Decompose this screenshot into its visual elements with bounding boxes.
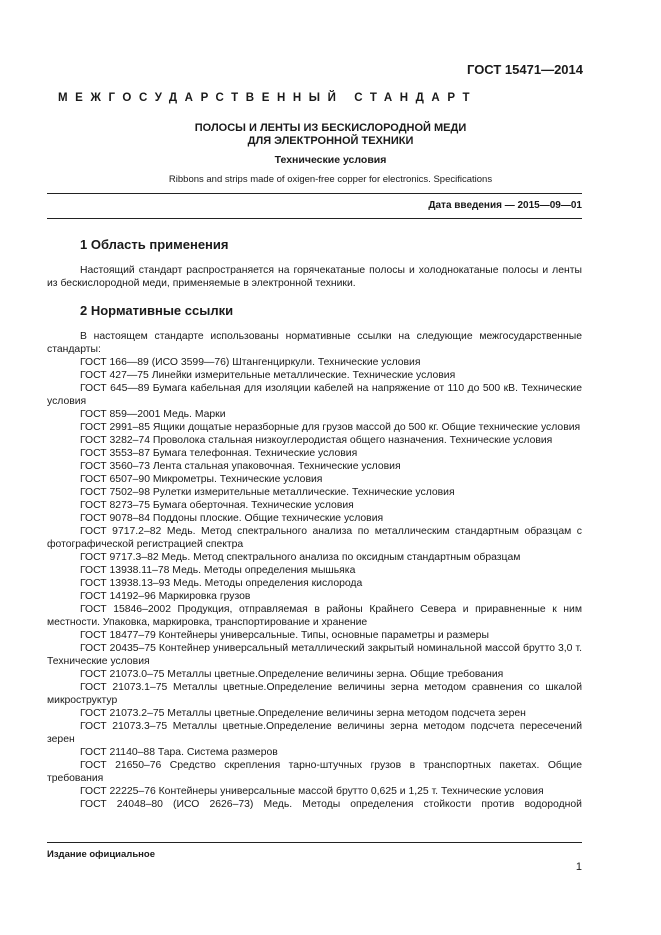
list-item: ГОСТ 7502–98 Рулетки измерительные металлические. Технические условия [80, 487, 455, 498]
list-item: ГОСТ 9078–84 Поддоны плоские. Общие технические условия [80, 513, 384, 524]
list-item: ГОСТ 14192–96 Маркировка грузов [80, 591, 251, 602]
list-item: ГОСТ 166—89 (ИСО 3599—76) Штангенциркули. Технические условия [80, 357, 421, 368]
list-item: В настоящем стандарте использованы нормативные ссылки на следующие межгосударственные стандарты: [47, 331, 582, 355]
section-1-heading: 1 Область применения [80, 237, 229, 252]
list-item: ГОСТ 13938.11–78 Медь. Методы определения мышьяка [80, 565, 356, 576]
list-item: ГОСТ 15846–2002 Продукция, отправляемая в районы Крайнего Севера и приравненные к ним местности. Упаковка, маркировка, транспортирование и хранение [47, 604, 582, 628]
list-item: ГОСТ 3282–74 Проволока стальная низкоуглеродистая общего назначения. Технические условия [80, 435, 553, 446]
title-line-1: ПОЛОСЫ И ЛЕНТЫ ИЗ БЕСКИСЛОРОДНОЙ МЕДИ [194, 122, 467, 134]
list-item: ГОСТ 9717.3–82 Медь. Метод спектрального анализа по оксидным стандартным образцам [80, 552, 521, 563]
title-line-2: ДЛЯ ЭЛЕКТРОННОЙ ТЕХНИКИ [247, 135, 414, 147]
list-item: ГОСТ 21073.0–75 Металлы цветные.Определение величины зерна. Общие требования [80, 669, 504, 680]
list-item: ГОСТ 21140–88 Тара. Система размеров [80, 747, 278, 758]
list-item: ГОСТ 24048–80 (ИСО 2626–73) Медь. Методы определения стойкости против водородной [80, 799, 582, 810]
list-item: ГОСТ 21073.3–75 Металлы цветные.Определение величины зерна методом подсчета пересечений зерен [47, 721, 582, 745]
page-number: 1 [575, 861, 582, 873]
list-item: ГОСТ 859—2001 Медь. Марки [80, 409, 226, 420]
edition-note: Издание официальное [47, 849, 155, 860]
list-item: ГОСТ 9717.2–82 Медь. Метод спектрального анализа по металлическим стандартным образцам с фотографической регистрацией спектра [47, 526, 582, 550]
list-item: ГОСТ 8273–75 Бумага оберточная. Технические условия [80, 500, 354, 511]
list-item: ГОСТ 21650–76 Средство скрепления тарно-штучных грузов в транспортных пакетах. Общие требования [47, 760, 582, 784]
list-item: ГОСТ 427—75 Линейки измерительные металлические. Технические условия [80, 370, 456, 381]
document-code: ГОСТ 15471—2014 [467, 62, 583, 77]
list-item: ГОСТ 3553–87 Бумага телефонная. Технические условия [80, 448, 358, 459]
list-item: ГОСТ 21073.2–75 Металлы цветные.Определение величины зерна методом подсчета зерен [80, 708, 526, 719]
subtitle: Технические условия [274, 154, 387, 166]
list-item: ГОСТ 21073.1–75 Металлы цветные.Определение величины зерна методом сравнения со шкалой микроструктур [47, 682, 582, 706]
standard-type-banner: МЕЖГОСУДАРСТВЕННЫЙ СТАНДАРТ [58, 92, 478, 104]
normative-references-list [47, 330, 582, 811]
list-item: ГОСТ 2991–85 Ящики дощатые неразборные для грузов массой до 500 кг. Общие технические условия [80, 422, 581, 433]
introduction-date: Дата введения — 2015—09—01 [428, 200, 582, 211]
english-title: Ribbons and strips made of oxigen-free copper for electronics. Specifications [168, 174, 493, 185]
list-item: ГОСТ 13938.13–93 Медь. Методы определения кислорода [80, 578, 363, 589]
list-item: ГОСТ 20435–75 Контейнер универсальный металлический закрытый номинальной массой брутто 3,0 т. Технические условия [47, 643, 582, 667]
footer-divider [47, 842, 582, 843]
section-1-text: Настоящий стандарт распространяется на горячекатаные полосы и холоднокатаные полосы и ленты из бескислородной меди, применяемые в электронной техники. [47, 265, 582, 289]
list-item: ГОСТ 3560–73 Лента стальная упаковочная. Технические условия [80, 461, 401, 472]
list-item: ГОСТ 22225–76 Контейнеры универсальные массой брутто 0,625 и 1,25 т. Технические условия [80, 786, 544, 797]
list-item: ГОСТ 6507–90 Микрометры. Технические условия [80, 474, 323, 485]
divider [47, 218, 582, 219]
list-item: ГОСТ 18477–79 Контейнеры универсальные. Типы, основные параметры и размеры [80, 630, 489, 641]
section-2-heading: 2 Нормативные ссылки [80, 303, 234, 318]
list-item: ГОСТ 645—89 Бумага кабельная для изоляции кабелей на напряжение от 110 до 500 кВ. Технические условия [47, 383, 582, 407]
divider [47, 193, 582, 194]
